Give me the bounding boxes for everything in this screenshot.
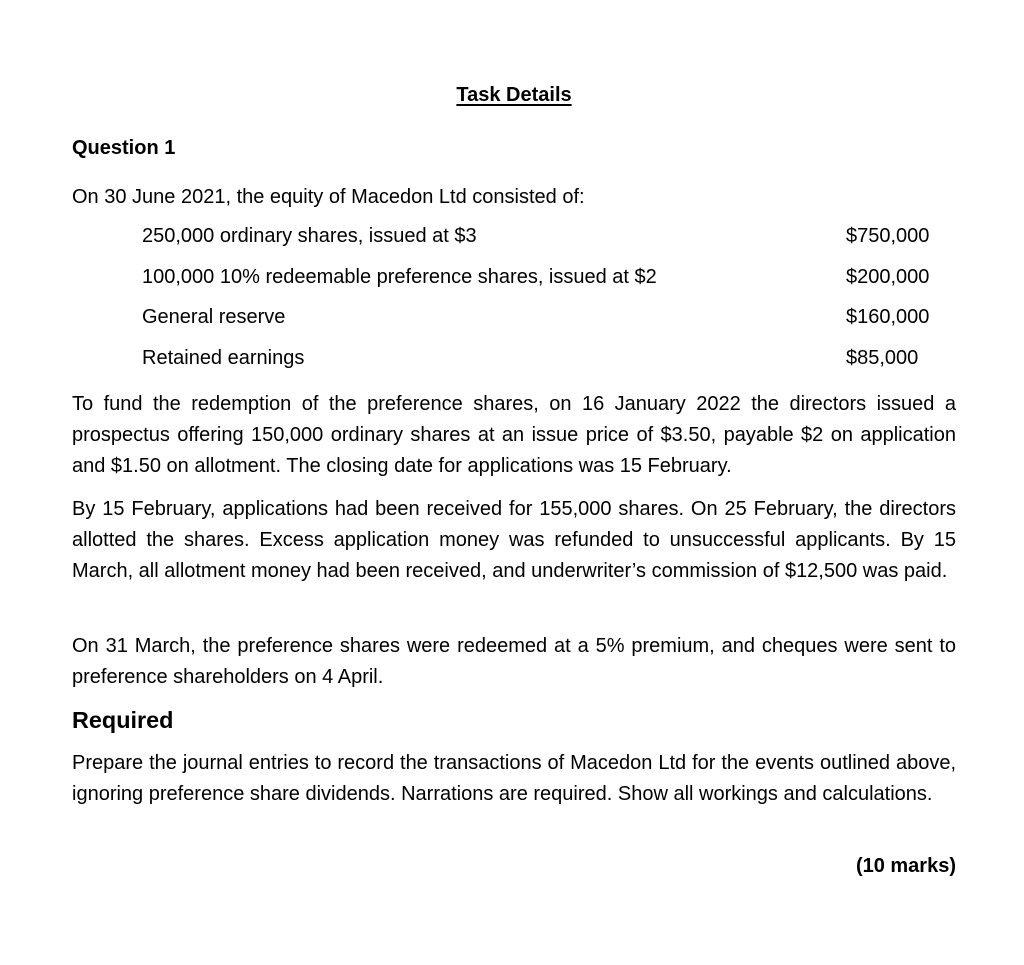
equity-row	[142, 225, 930, 266]
equity-label: 250,000 ordinary shares, issued at $3	[142, 225, 477, 247]
equity-amount: $750,000	[846, 225, 930, 247]
equity-label: Retained earnings	[142, 346, 305, 369]
page-title: Task Details	[456, 84, 572, 106]
required-text: Prepare the journal entries to record the transactions of Macedon Ltd for the events outlined above, ignoring preference share dividends. Narrations are required. Show all workings and calculations.	[72, 752, 956, 805]
equity-label: General reserve	[142, 306, 286, 328]
equity-label: 100,000 10% redeemable preference shares, issued at $2	[142, 265, 657, 288]
marks-label: (10 marks)	[855, 855, 956, 877]
intro-text: On 30 June 2021, the equity of Macedon Ltd consisted of:	[72, 186, 585, 208]
question-heading: Question 1	[72, 137, 176, 159]
equity-amount: $85,000	[846, 346, 919, 369]
equity-amount: $200,000	[846, 265, 930, 288]
equity-row	[142, 306, 930, 347]
required-heading: Required	[72, 707, 174, 733]
paragraph-redemption: On 31 March, the preference shares were redeemed at a 5% premium, and cheques were sent to preference shareholders on 4 April.	[72, 635, 956, 688]
equity-amount: $160,000	[846, 306, 930, 328]
paragraph-applications: By 15 February, applications had been received for 155,000 shares. On 25 February, the directors allotted the shares. Excess application money was refunded to unsuccessful applicants. By 15 March, all allotment money had been received, and underwriter’s commission of $12,500 was paid.	[72, 498, 956, 582]
task-document	[72, 0, 956, 965]
equity-table	[142, 225, 930, 387]
paragraph-prospectus: To fund the redemption of the preference shares, on 16 January 2022 the directors issued a prospectus offering 150,000 ordinary shares at an issue price of $3.50, payable $2 on application and $1.50 on allotment. The closing date for applications was 15 February.	[72, 393, 956, 477]
equity-row	[142, 265, 930, 307]
equity-row	[142, 346, 919, 388]
